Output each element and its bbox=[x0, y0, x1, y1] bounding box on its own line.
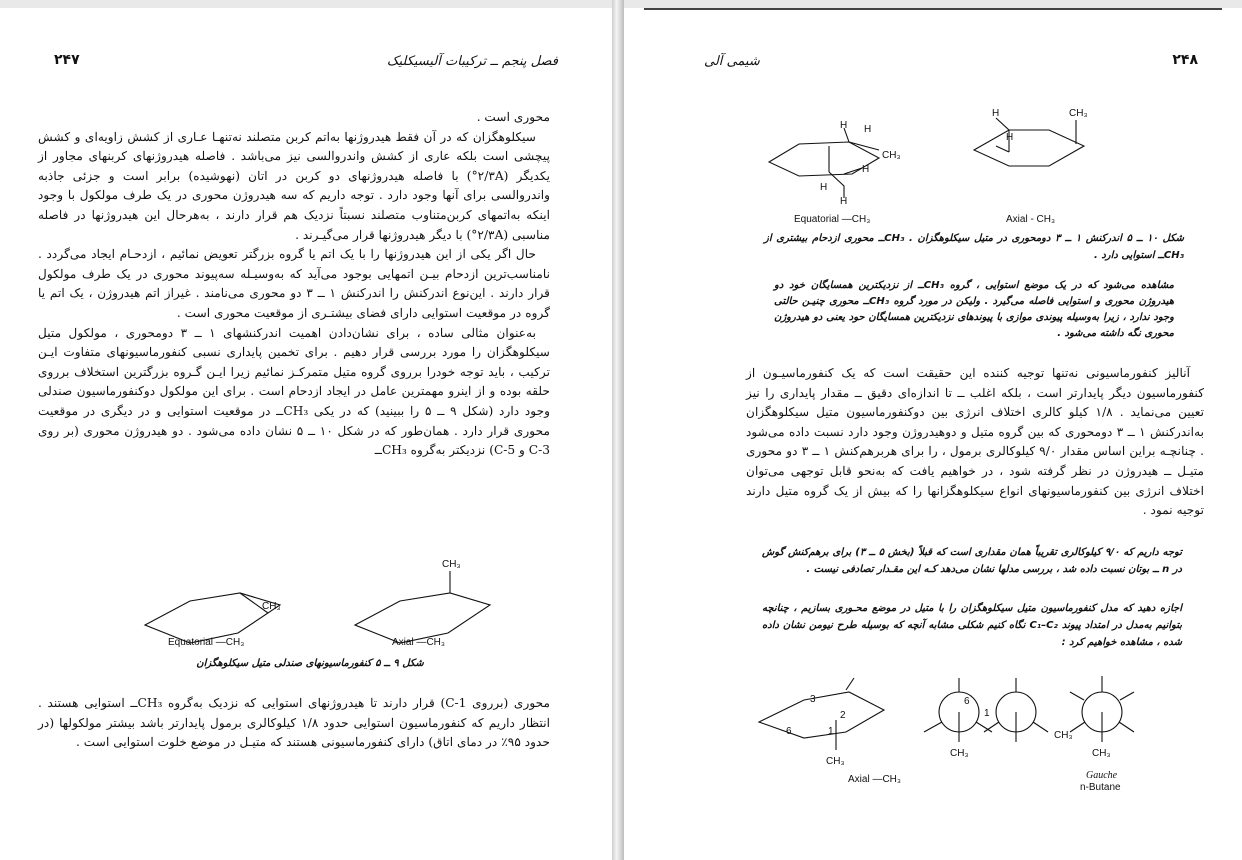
right-note-3: اجازه دهید که مدل کنفورماسیون متیل سیکلوهگزان را با متیل در موضع محـوری بسازیم ، چنانچه بتوانیم به‌مدل در امتداد پیوند C₁–C₂ نگاه کنیم شکلی مشابه آنچه که بوسیله طرح نیومن نشان داده شده ، مشاهده خواهیم کرد : bbox=[762, 603, 1182, 648]
figure-10-5-diaxial-interaction bbox=[624, 106, 1242, 226]
left-page-header bbox=[30, 52, 582, 76]
axial-ch3-label: CH₃ bbox=[442, 559, 461, 570]
left-paragraph-3: حال اگر یکی از این هیدروژنها را با یک اتم یا گروه بزرگتر تعویض نمائیم ، ازدحـام ایجاد می‌گردد . نامناسب‌ترین ازدحام بیـن اتمهایی بوجود می‌آید که به‌وسیـله سه‌پیوند محوری در یک طرف مولکول قرار دارند . این‌نوع اندرکنش را اندرکنش ۱ ــ ۳ دو محوری می‌نامند . غیراز اتم هیدروژن ، یک اتم یا گروه در موقعیت استوایی دارای فضای بیشتـری از موقعیت محوری است . bbox=[38, 247, 551, 320]
butane-label: n-Butane bbox=[1080, 782, 1121, 793]
left-page bbox=[0, 8, 612, 860]
left-paragraph-4: به‌عنوان مثالی ساده ، برای نشان‌دادن اهمیت اندرکنشهای ۱ ــ ۳ دومحوری ، مولکول متیل سیکلوهگزان را مورد بررسی قرار دهیم . برای تخمین پایداری نسبی کنفورماسیونهای متفاوت ایـن ترکیب ، باید توجه خودرا برروی گروه متیل متمرکـز نمائیم زیرا ایـن گـروه بزرگترین استخلاف برروی حلقه بوده و از اینرو مهمترین عامل در ایجاد ازدحام است . برای این مولکول دوکنفورماسیون صندلی وجود دارد (شکل ۹ ــ ۵ را ببینید) که در یکی CH₃ــ در موقعیت استوایی و در دیگری در موقعیت محوری قرار دارد . همان‌طور که در شکل ۱۰ ــ ۵ نشان داده می‌شود . دو هیدروژن محوری (بر روی C-3 و C-5) نزدیکتر به‌گروه CH₃ــ bbox=[38, 325, 551, 458]
ax-ch3: CH₃ bbox=[1069, 108, 1088, 119]
newman-number-1: 1 bbox=[984, 708, 990, 719]
newman-number-6: 6 bbox=[964, 696, 970, 707]
ax-h-1: H bbox=[992, 108, 1000, 119]
eq-h-4: H bbox=[820, 182, 828, 193]
ax-h-2: H bbox=[1006, 132, 1014, 143]
left-paragraph-2: سیکلوهگزان که در آن فقط هیدروژنها به‌اتم کربن متصلند نه‌تنهـا عـاری از کشش زاویه‌ای و کشش پیچشی است بلکه عاری از کشش واندروالسی نیز می‌باشد . فاصله هیدروژنهای کربنهای مجاور از یکدیگر (۲/۳A°) با فاصله هیدروژنهای دو کربن در اتان (نهوشیده) برابر است و جزئی جاذبه واندروالسی برای آنها وجود دارد . توجه داریم که سه هیدروژن محوری در یک طرف مولکول با وجود اینکه به‌اتمهای کربن‌متناوب متصلند نسبتاً نزدیک هم قرار دارند ، به‌هرحال این هیدروژنها در فاصله مناسبی (۲/۳A°) با دیگر هیدروژنها قرار می‌گیـرند . bbox=[38, 129, 550, 242]
gauche-label: Gauche bbox=[1086, 770, 1118, 781]
butane-newman-bonds bbox=[1070, 676, 1134, 742]
right-page bbox=[624, 8, 1242, 860]
bottom-axial-label: Axial —CH₃ bbox=[848, 774, 901, 785]
ring-number-2: 2 bbox=[840, 710, 846, 721]
axial-top-chair bbox=[974, 130, 1084, 166]
axial-label: Axial —CH₃ bbox=[392, 637, 445, 648]
newman-projection-figure bbox=[624, 670, 1242, 800]
right-note-2: توجه داریم که ۹/۰ کیلوکالری تقریباً همان مقداری است که قبلاً (بخش ۵ ــ ۳) برای برهم‌کنش گوش در n ــ بوتان نسبت داده شد ، بررسی مدلها نشان می‌دهد کـه این مقـدار تصادفی نیست . bbox=[762, 547, 1183, 575]
right-top-rule bbox=[644, 8, 1222, 10]
butane-ch3-bottom: CH₃ bbox=[1092, 748, 1111, 759]
left-paragraph-5: محوری (برروی C-1) قرار دارند تا هیدروژنهای استوایی که نزدیک به‌گروه CH₃ــ استوایی هستند . انتظار داریم که کنفورماسیون استوایی حدود ۱/۸ کیلوکالری برمول پایدارتر باشد بیشتر مولکولها (در حدود ۹۵٪ در دمای اتاق) دارای کنفورماسیونی هستند که متیـل در موضع خلوت استوایی است . bbox=[38, 696, 551, 750]
newman-second-bonds bbox=[984, 678, 1048, 742]
right-page-header bbox=[654, 52, 1212, 76]
left-body-text-after bbox=[38, 694, 550, 753]
right-paragraph: آنالیز کنفورماسیونی نه‌تنها توجیه کننده این حقیقت است که یک کنفورماسیـون از کنفورماسیون دیگر پایدارتر است ، بلکه اغلب ــ تا اندازه‌ای دقیق ــ مقدار پایداری را نیز تعیین می‌نماید . ۱/۸ کیلو کالری اختلاف انرژی بین دوکنفورماسیون متیل سیکلوهگزان به‌اندرکنش ۱ ــ ۳ دومحوری که بین گروه متیل و دوهیدروژن وجود دارد نسبت داده می‌شود . چنانچـه براین اساس مقدار ۹/۰ کیلوکالری برمول ، را برای هربرهم‌کنش ۱ ــ ۳ دو محوری متیـل ــ هیدروژن در نظر گرفته شود ، در خواهیم یافت که به‌نحو قابل توجهی می‌توان اختلاف انرژی بین کنفورماسیونهای انواع سیکلوهگزانها را که بیش از یک گروه متیل دارند توجیه نمود . bbox=[746, 366, 1205, 518]
right-page-number: ۲۴۸ bbox=[1172, 52, 1198, 68]
figure-9-5-caption: شکل ۹ ــ ۵ کنفورماسیونهای صندلی متیل سیکلوهگزان bbox=[196, 658, 424, 669]
right-note-1: مشاهده می‌شود که در یک موضع استوایی ، گروه CH₃ــ از نزدیکترین همسایگان خود دو هیدروژن محوری و استوایی فاصله می‌گیرد . ولیکن در مورد گروه CH₃ــ محوری چنیـن حالتی وجود ندارد ، زیرا به‌وسیله پیوندی موازی با پیوندهای نزدیکترین همسایگان حود یعنی دو هیدروژن محوری نگه داشته می‌شود . bbox=[774, 280, 1175, 339]
ring-number-6: 6 bbox=[786, 726, 792, 737]
left-running-head: فصل پنجم ــ ترکیبات آلیسیکلیک bbox=[386, 54, 558, 69]
left-page-number: ۲۴۷ bbox=[54, 52, 80, 68]
right-running-head: شیمی آلی bbox=[704, 54, 760, 69]
equatorial-label: Equatorial —CH₃ bbox=[168, 637, 245, 648]
eq-h-5: H bbox=[840, 196, 848, 207]
ring-number-3: 3 bbox=[810, 694, 816, 705]
chair-ch3: CH₃ bbox=[826, 756, 845, 767]
equatorial-chair-ring bbox=[145, 593, 280, 643]
top-equatorial-label: Equatorial —CH₃ bbox=[794, 214, 871, 225]
right-body-text bbox=[746, 364, 1204, 521]
figure-10-5-caption: شکل ۱۰ ــ ۵ اندرکنش ۱ ــ ۳ دومحوری در متیل سیکلوهگزان . CH₃ــ محوری ازدحام بیشتری از CH₃ــ استوایی دارد . bbox=[764, 233, 1185, 261]
newman-ch3: CH₃ bbox=[950, 748, 969, 759]
ring-number-1: 1 bbox=[828, 726, 834, 737]
left-body-text bbox=[38, 108, 550, 461]
eq-h-3: H bbox=[862, 164, 870, 175]
left-paragraph-1: محوری است . bbox=[476, 110, 550, 124]
top-axial-label: Axial - CH₃ bbox=[1006, 214, 1056, 225]
equatorial-ch3-label: CH₃ bbox=[262, 601, 281, 612]
axial-chair-ring bbox=[355, 593, 490, 643]
bottom-chair-ring bbox=[759, 692, 884, 738]
book-gutter bbox=[612, 0, 624, 860]
butane-ch3-left: CH₃ bbox=[1054, 730, 1073, 741]
eq-h-2: H bbox=[864, 124, 872, 135]
eq-ch3: CH₃ bbox=[882, 150, 901, 161]
eq-h-1: H bbox=[840, 120, 848, 131]
